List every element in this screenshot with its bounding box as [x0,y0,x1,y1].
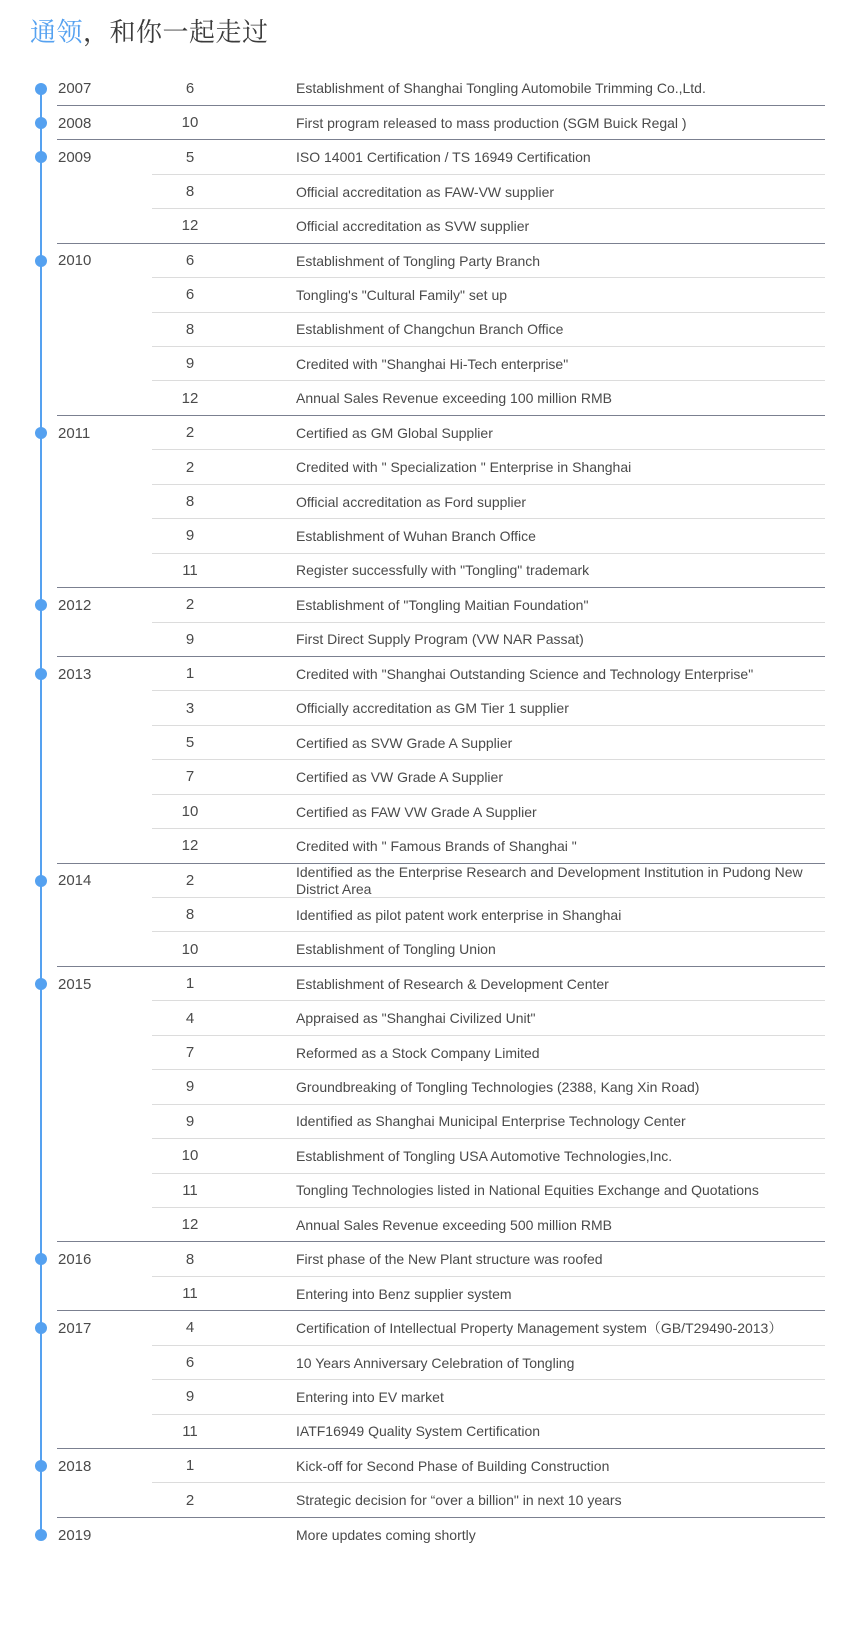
year-label: 2009 [58,149,92,167]
month-cell [152,286,296,304]
month-label: 7 [185,1043,195,1061]
timeline-dot-icon [35,875,47,887]
timeline-row [30,588,825,622]
timeline-row [30,760,825,794]
month-cell [152,149,296,167]
timeline-row [30,1070,825,1104]
month-label: 1 [185,1457,195,1475]
month-cell [152,1423,296,1441]
month-label: 8 [185,1250,195,1268]
timeline-row [30,244,825,278]
month-label: 8 [185,906,195,924]
event-text: Identified as Shanghai Municipal Enterprise Technology Center [296,1113,686,1130]
month-cell [152,1492,296,1510]
timeline-row [30,106,825,140]
month-label: 5 [185,734,195,752]
month-cell [152,906,296,924]
month-cell [152,631,296,649]
month-label: 11 [182,1181,198,1199]
event-text: Entering into Benz supplier system [296,1285,512,1302]
month-cell [152,1010,296,1028]
timeline-row [30,485,825,519]
event-text: Establishment of Shanghai Tongling Automobile Trimming Co.,Ltd. [296,80,706,97]
month-cell [152,596,296,614]
month-cell [152,1388,296,1406]
event-text: Establishment of Research & Development Center [296,975,609,992]
month-cell [152,768,296,786]
timeline-row [30,1105,825,1139]
month-label: 10 [181,802,199,820]
event-text: Establishment of Tongling USA Automotive Technologies,Inc. [296,1147,673,1164]
month-label: 8 [185,492,195,510]
timeline-row [30,1311,825,1345]
month-label: 4 [185,1009,195,1027]
event-text: Strategic decision for “over a billion" in next 10 years [296,1492,622,1509]
month-label: 12 [181,389,199,407]
year-group [30,140,825,243]
timeline-row [30,416,825,450]
month-cell [152,355,296,373]
timeline-row [30,1139,825,1173]
month-cell [152,1457,296,1475]
event-text: Register successfully with "Tongling" trademark [296,562,590,579]
event-text: Certified as SVW Grade A Supplier [296,734,513,751]
month-cell [152,217,296,235]
event-text: First Direct Supply Program (VW NAR Passat) [296,631,584,648]
month-cell [152,700,296,718]
timeline-row [30,1242,825,1276]
month-cell [152,1251,296,1269]
timeline-row [30,1518,825,1552]
month-label: 3 [185,699,195,717]
year-group [30,1518,825,1552]
month-label: 6 [185,79,195,97]
month-cell [152,80,296,98]
event-text: First program released to mass production (SGM Buick Regal ) [296,114,687,131]
event-text: ISO 14001 Certification / TS 16949 Certification [296,149,591,166]
month-cell [152,527,296,545]
month-cell [152,562,296,580]
timeline-dot-icon [35,1460,47,1472]
month-cell [152,114,296,132]
timeline-row [30,726,825,760]
timeline-row [30,140,825,174]
event-text: Official accreditation as FAW-VW supplier [296,183,555,200]
timeline-row [30,450,825,484]
timeline-row [30,1277,825,1311]
event-text: Certified as FAW VW Grade A Supplier [296,803,537,820]
month-cell [152,183,296,201]
timeline-row [30,1346,825,1380]
timeline-row [30,657,825,691]
page-title [30,16,868,49]
year-label: 2008 [58,114,92,132]
year-group [30,1311,825,1449]
month-label: 2 [185,424,195,442]
timeline-row [30,1483,825,1517]
month-label: 9 [185,527,195,545]
month-cell [152,872,296,890]
year-group [30,657,825,864]
timeline-row [30,313,825,347]
month-cell [152,424,296,442]
event-text: Credited with "Shanghai Hi-Tech enterprise" [296,355,569,372]
year-group [30,244,825,416]
month-label: 7 [185,768,195,786]
month-label: 2 [185,458,195,476]
month-label: 6 [185,1353,195,1371]
timeline-row [30,691,825,725]
month-label: 9 [185,355,195,373]
timeline-row [30,829,825,863]
month-cell [152,1044,296,1062]
timeline-row [30,1001,825,1035]
timeline-row [30,175,825,209]
event-text: Establishment of Wuhan Branch Office [296,528,536,544]
month-label: 11 [182,561,198,579]
month-cell [152,1182,296,1200]
month-label: 10 [181,114,199,132]
event-text: Officially accreditation as GM Tier 1 supplier [296,700,569,717]
timeline-dot-icon [35,668,47,680]
year-label: 2010 [58,252,92,270]
timeline-row [30,1174,825,1208]
event-text: Appraised as "Shanghai Civilized Unit" [296,1010,536,1027]
month-label: 2 [185,1491,195,1509]
month-label: 6 [185,286,195,304]
month-label: 12 [181,837,199,855]
event-text: Official accreditation as Ford supplier [296,493,527,510]
title-suffix: ，和你一起走过 [83,17,269,47]
month-cell [152,1113,296,1131]
event-text: Entering into EV market [296,1388,444,1405]
year-label: 2016 [58,1251,92,1269]
event-text: Tongling Technologies listed in National Equities Exchange and Quotations [296,1182,759,1199]
event-text: More updates coming shortly [296,1526,476,1543]
month-cell [152,941,296,959]
month-cell [152,321,296,339]
month-label: 11 [182,1285,198,1303]
timeline-row [30,72,825,106]
month-cell [152,252,296,270]
month-cell [152,803,296,821]
year-group [30,588,825,657]
year-label: 2014 [58,872,92,890]
event-text: Identified as pilot patent work enterprise in Shanghai [296,906,622,923]
month-label: 12 [181,1216,199,1234]
month-label: 9 [185,630,195,648]
timeline-row [30,967,825,1001]
month-label: 11 [182,1422,198,1440]
event-text: Official accreditation as SVW supplier [296,218,530,235]
month-label: 4 [185,1319,195,1337]
month-label: 2 [185,871,195,889]
timeline-dot-icon [35,117,47,129]
year-group [30,106,825,140]
event-text: Certification of Intellectual Property Management system（GB/T29490-2013） [296,1320,783,1337]
year-label: 2012 [58,596,92,614]
month-label: 9 [185,1078,195,1096]
timeline-row [30,864,825,898]
timeline [30,72,825,1553]
timeline-row [30,1380,825,1414]
month-label: 12 [181,217,199,235]
timeline-dot-icon [35,978,47,990]
event-text: Credited with "Shanghai Outstanding Science and Technology Enterprise" [296,665,754,682]
month-cell [152,390,296,408]
timeline-row [30,623,825,657]
event-text: Reformed as a Stock Company Limited [296,1044,540,1061]
event-text: Establishment of Tongling Party Branch [296,252,541,269]
event-text: Credited with " Famous Brands of Shanghai " [296,837,577,854]
event-text: Tongling's "Cultural Family" set up [296,286,508,303]
timeline-row [30,1449,825,1483]
timeline-dot-icon [35,599,47,611]
event-text: Establishment of Tongling Union [296,941,496,958]
month-cell [152,1285,296,1303]
timeline-row [30,519,825,553]
month-cell [152,1319,296,1337]
year-group [30,864,825,967]
month-cell [152,459,296,477]
month-cell [152,1216,296,1234]
event-text: Establishment of "Tongling Maitian Foundation" [296,596,589,613]
timeline-row [30,795,825,829]
year-group [30,1242,825,1311]
event-text: Certified as GM Global Supplier [296,424,493,441]
event-text: 10 Years Anniversary Celebration of Tongling [296,1354,575,1371]
month-cell [152,837,296,855]
year-label: 2018 [58,1457,92,1475]
year-label: 2013 [58,665,92,683]
event-text: Annual Sales Revenue exceeding 500 million RMB [296,1216,612,1233]
month-label: 10 [181,940,199,958]
month-cell [152,1078,296,1096]
timeline-row [30,1036,825,1070]
month-cell [152,975,296,993]
year-label: 2019 [58,1526,92,1544]
month-cell [152,493,296,511]
year-group [30,72,825,106]
month-label: 9 [185,1388,195,1406]
event-text: Certified as VW Grade A Supplier [296,769,503,786]
year-label: 2011 [58,424,91,442]
timeline-dot-icon [35,83,47,95]
month-label: 2 [185,596,195,614]
timeline-row [30,278,825,312]
month-label: 8 [185,183,195,201]
timeline-row [30,347,825,381]
event-text: Establishment of Changchun Branch Office [296,321,564,338]
month-label: 1 [185,665,195,683]
year-group [30,967,825,1243]
event-text: Kick-off for Second Phase of Building Construction [296,1457,610,1474]
timeline-dot-icon [35,255,47,267]
event-text: Identified as the Enterprise Research and Development Institution in Pudong New District Area [296,863,803,897]
timeline-row [30,932,825,966]
event-text: Credited with " Specialization " Enterprise in Shanghai [296,459,632,476]
month-cell [152,1147,296,1165]
timeline-dot-icon [35,427,47,439]
year-group [30,416,825,588]
timeline-row [30,1415,825,1449]
timeline-dot-icon [35,1529,47,1541]
timeline-groups [30,72,825,1553]
month-label: 10 [181,1147,199,1165]
year-label: 2007 [58,80,92,98]
month-cell [152,734,296,752]
month-cell [152,1526,296,1544]
year-label: 2017 [58,1319,92,1337]
timeline-row [30,898,825,932]
month-label: 5 [185,148,195,166]
timeline-row [30,554,825,588]
month-cell [152,665,296,683]
month-label: 8 [185,320,195,338]
timeline-row [30,1208,825,1242]
event-text: Groundbreaking of Tongling Technologies (2388, Kang Xin Road) [296,1079,700,1095]
brand-name: 通领 [30,17,84,47]
year-label: 2015 [58,975,92,993]
month-label: 6 [185,251,195,269]
timeline-row [30,381,825,415]
event-text: IATF16949 Quality System Certification [296,1423,541,1440]
timeline-row [30,209,825,243]
month-label: 9 [185,1112,195,1130]
year-group [30,1449,825,1518]
month-label: 1 [185,975,195,993]
month-cell [152,1354,296,1372]
event-text: Annual Sales Revenue exceeding 100 million RMB [296,390,612,407]
event-text: First phase of the New Plant structure was roofed [296,1251,603,1268]
